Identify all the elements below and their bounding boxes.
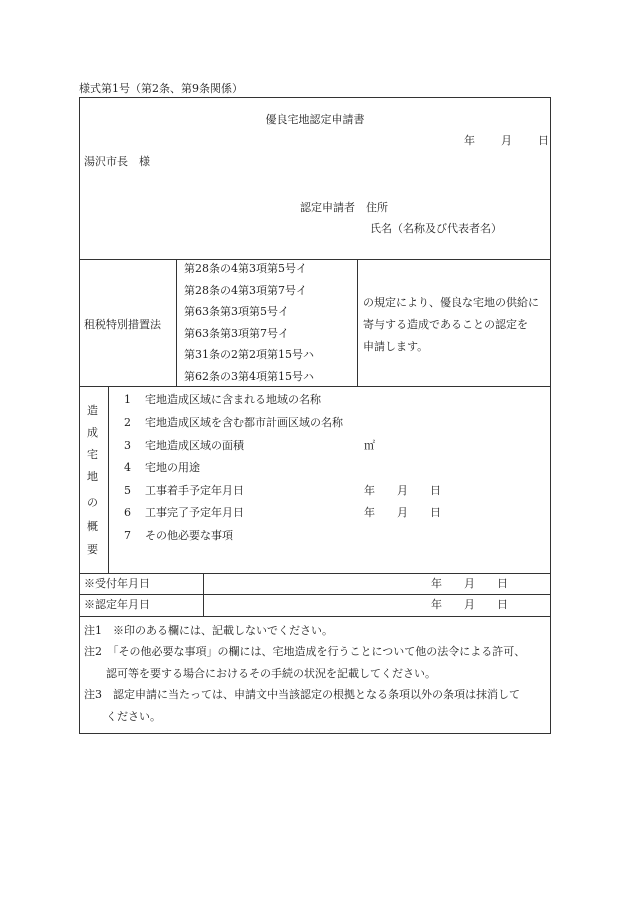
tax-clause: 第63条第3項第5号イ: [184, 305, 289, 318]
date-day: 日: [538, 134, 549, 147]
tax-law-label: 租税特別措置法: [84, 318, 161, 331]
note-line: 注2 「その他必要な事項」の欄には、宅地造成を行うことについて他の法令による許可、: [84, 645, 526, 658]
note-line: 注1 ※印のある欄には、記載しないでください。: [84, 624, 333, 637]
received-date-label: ※受付年月日: [84, 577, 150, 590]
addressee: 湯沢市長 様: [84, 155, 150, 168]
form-label: 様式第1号（第2条、第9条関係）: [79, 82, 243, 95]
divider-overview: [79, 573, 551, 574]
applicant-name-label: 氏名（名称及び代表者名）: [370, 222, 502, 235]
overview-item-number: 4: [124, 461, 131, 474]
note-line: 注3 認定申請に当たっては、申請文中当該認定の根拠となる条項以外の条項は抹消して: [84, 688, 520, 701]
divider-tax-left: [176, 259, 177, 386]
overview-item-value: 年 月 日: [364, 484, 441, 497]
tax-clause: 第28条の4第3項第5号イ: [184, 262, 307, 275]
overview-heading-char: 地: [87, 470, 98, 483]
received-date-value: 年 月 日: [431, 577, 508, 590]
form-title: 優良宅地認定申請書: [265, 113, 365, 126]
note-line: 認可等を要する場合におけるその手続の状況を記載してください。: [84, 667, 436, 680]
date-year: 年: [464, 134, 475, 147]
tax-statement-line: 申請します。: [363, 340, 429, 353]
tax-clause: 第63条第3項第7号イ: [184, 327, 289, 340]
overview-item-number: 5: [124, 484, 131, 497]
divider-notes: [79, 616, 551, 617]
overview-item-label: 宅地の用途: [145, 461, 200, 474]
overview-heading-char: 造: [87, 404, 98, 417]
overview-item-number: 2: [124, 416, 131, 429]
tax-clause: 第28条の4第3項第7号イ: [184, 284, 307, 297]
overview-heading-char: 宅: [87, 448, 98, 461]
certified-date-value: 年 月 日: [431, 598, 508, 611]
tax-clause: 第31条の2第2項第15号ハ: [184, 348, 314, 361]
divider-tax-right: [357, 259, 358, 386]
overview-item-label: 宅地造成区域を含む都市計画区域の名称: [145, 416, 343, 429]
divider-received: [79, 594, 551, 595]
tax-clause: 第62条の3第4項第15号ハ: [184, 370, 314, 383]
overview-item-value: ㎡: [364, 439, 375, 452]
overview-heading-char: 概: [87, 520, 98, 533]
divider-overview-heading: [108, 386, 109, 573]
tax-statement-line: の規定により、優良な宅地の供給に: [363, 296, 539, 309]
divider-office: [203, 573, 204, 616]
overview-item-value: 年 月 日: [364, 506, 441, 519]
overview-heading-char: 要: [87, 543, 98, 556]
overview-item-label: 工事着手予定年月日: [145, 484, 244, 497]
note-line: ください。: [84, 710, 161, 723]
certified-date-label: ※認定年月日: [84, 598, 150, 611]
overview-heading-char: 成: [87, 426, 98, 439]
divider-tax: [79, 386, 551, 387]
date-month: 月: [501, 134, 512, 147]
overview-item-label: 工事完了予定年月日: [145, 506, 244, 519]
overview-item-label: 宅地造成区域に含まれる地域の名称: [145, 393, 321, 406]
overview-item-number: 1: [124, 393, 131, 406]
overview-item-number: 3: [124, 439, 131, 452]
overview-item-label: 宅地造成区域の面積: [145, 439, 244, 452]
overview-heading-char: の: [87, 496, 98, 509]
divider-header: [79, 259, 551, 260]
overview-item-number: 6: [124, 506, 131, 519]
tax-statement-line: 寄与する造成であることの認定を: [363, 318, 528, 331]
overview-item-label: その他必要な事項: [145, 529, 233, 542]
applicant-address-label: 認定申請者 住所: [300, 201, 388, 214]
overview-item-number: 7: [124, 529, 131, 542]
